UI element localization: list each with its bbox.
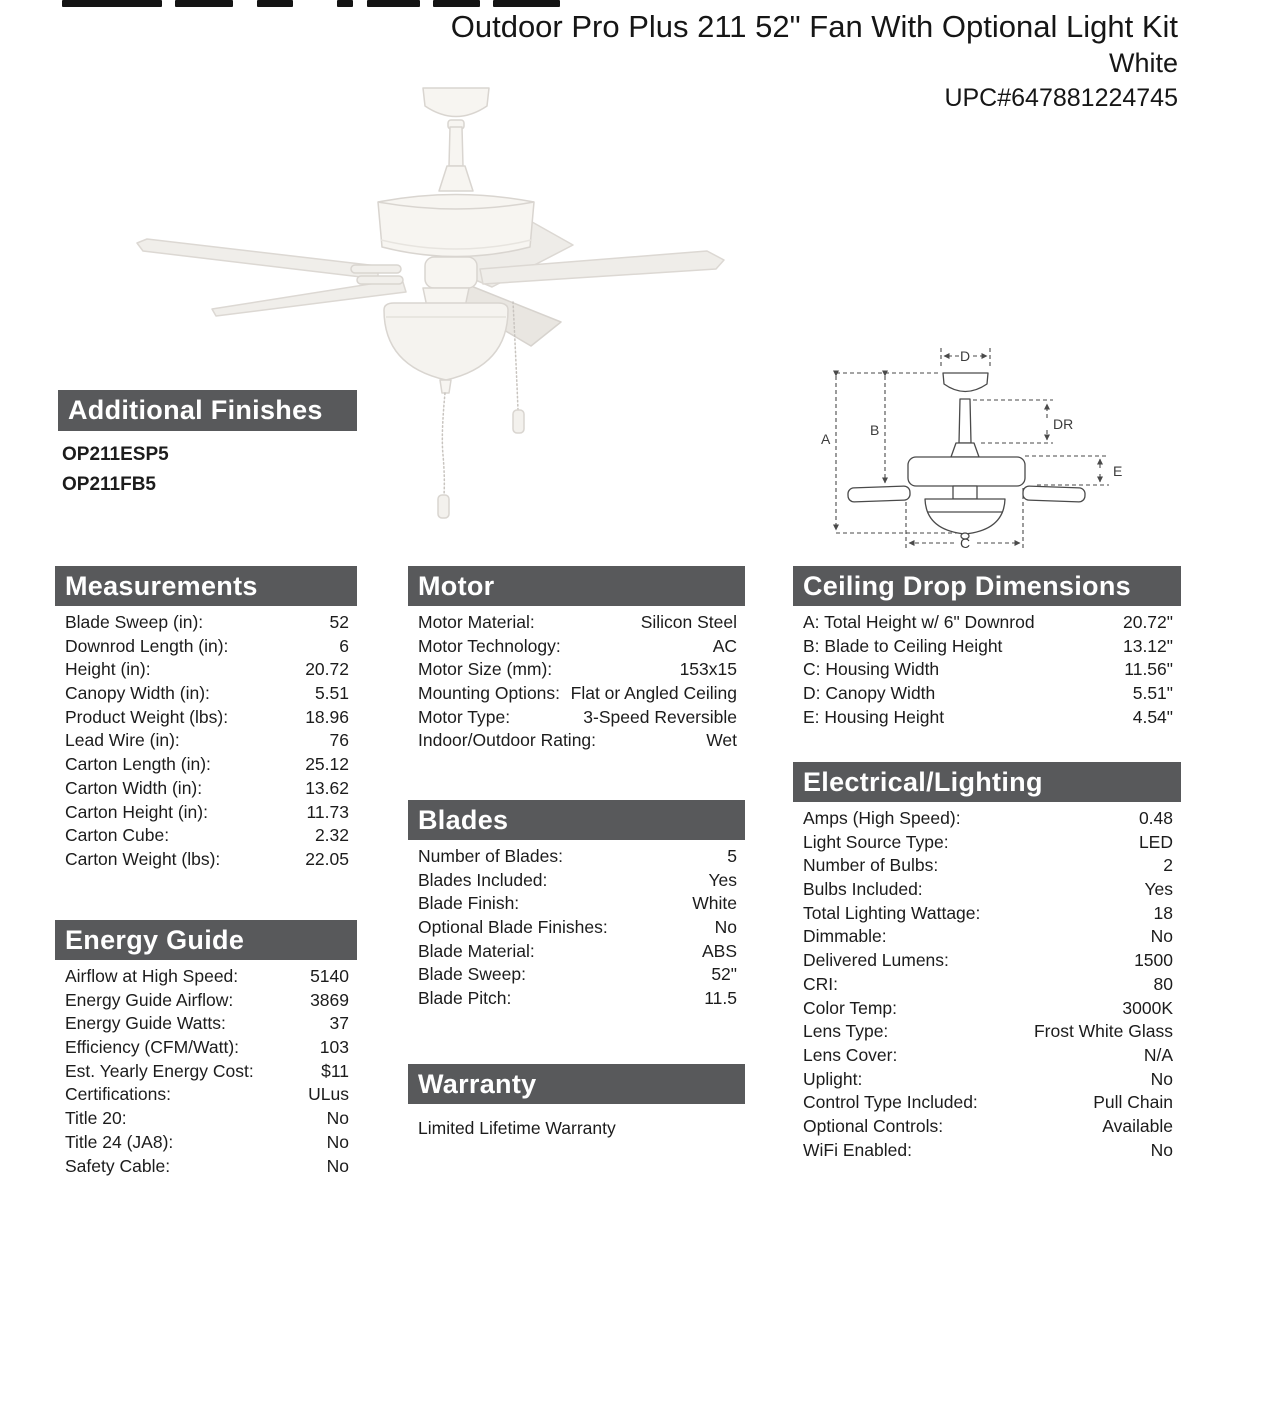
spec-label: Efficiency (CFM/Watt):: [65, 1037, 240, 1058]
spec-label: Energy Guide Airflow:: [65, 989, 234, 1010]
spec-row: [793, 611, 1181, 635]
section-warranty: [408, 1064, 745, 1140]
finish-code: OP211ESP5: [62, 444, 169, 465]
spec-value: 5: [727, 846, 737, 866]
spec-row: [793, 854, 1181, 878]
spec-row: [55, 658, 357, 682]
spec-row: [55, 1155, 357, 1179]
spec-row: [55, 801, 357, 825]
spec-row: [793, 682, 1181, 706]
spec-label: Certifications:: [65, 1084, 172, 1105]
spec-value: No: [1150, 926, 1173, 947]
electrical-rows: [793, 807, 1181, 1162]
spec-value: 153x15: [679, 659, 737, 680]
section-header-measurements: Measurements: [55, 566, 357, 606]
spec-row: [408, 682, 745, 706]
spec-label: Lens Cover:: [803, 1044, 898, 1065]
section-header-motor: Motor: [408, 566, 745, 606]
spec-value: Silicon Steel: [640, 612, 737, 632]
spec-row: [55, 989, 357, 1013]
spec-value: 80: [1153, 973, 1173, 994]
spec-row: [55, 777, 357, 801]
spec-value: 1500: [1134, 950, 1173, 971]
spec-row: [793, 1115, 1181, 1139]
spec-value: Pull Chain: [1093, 1092, 1173, 1113]
spec-row: [55, 1107, 357, 1131]
spec-value: 3-Speed Reversible: [583, 706, 737, 727]
spec-row: [793, 902, 1181, 926]
spec-row: [793, 925, 1181, 949]
spec-label: Product Weight (lbs):: [65, 706, 229, 727]
spec-label: Blade Pitch:: [418, 988, 512, 1009]
spec-label: WiFi Enabled:: [803, 1139, 912, 1160]
spec-row: [408, 845, 745, 869]
spec-row: [408, 658, 745, 682]
spec-row: [793, 973, 1181, 997]
spec-row: [793, 658, 1181, 682]
spec-label: Color Temp:: [803, 997, 898, 1018]
spec-row: [793, 1020, 1181, 1044]
pull-chain: [442, 393, 445, 495]
spec-label: D: Canopy Width: [803, 683, 936, 704]
section-measurements: [55, 566, 357, 872]
spec-value: 2: [1163, 855, 1173, 876]
spec-label: Height (in):: [65, 659, 151, 680]
energy-guide-rows: [55, 965, 357, 1178]
spec-value: No: [1150, 1068, 1173, 1089]
spec-value: LED: [1138, 831, 1173, 852]
finish-code-list: [58, 440, 357, 500]
spec-row: [55, 682, 357, 706]
spec-value: 20.72": [1122, 612, 1173, 632]
spec-label: Optional Controls:: [803, 1115, 944, 1136]
spec-row: [793, 1091, 1181, 1115]
diagram-label-d: D: [959, 348, 971, 364]
spec-label: Blade Sweep (in):: [65, 612, 204, 632]
spec-row: [408, 729, 745, 753]
spec-label: Uplight:: [803, 1068, 863, 1089]
spec-row: [408, 892, 745, 916]
spec-value: 3869: [310, 989, 349, 1010]
product-finish: White: [1108, 48, 1178, 78]
spec-label: Light Source Type:: [803, 831, 949, 852]
spec-label: Canopy Width (in):: [65, 683, 210, 704]
spec-label: Bulbs Included:: [803, 879, 923, 900]
spec-value: Yes: [708, 869, 737, 890]
spec-value: 18: [1153, 902, 1173, 923]
spec-label: Indoor/Outdoor Rating:: [418, 730, 597, 751]
spec-value: AC: [712, 635, 737, 656]
spec-label: Dimmable:: [803, 926, 887, 947]
section-header-ceiling-drop: Ceiling Drop Dimensions: [793, 566, 1181, 606]
spec-label: Lead Wire (in):: [65, 730, 180, 751]
spec-value: 18.96: [305, 706, 349, 727]
spec-row: [793, 635, 1181, 659]
spec-row: [55, 1083, 357, 1107]
spec-label: Carton Length (in):: [65, 754, 211, 775]
spec-row: [55, 753, 357, 777]
spec-label: B: Blade to Ceiling Height: [803, 635, 1003, 656]
cropped-text-fragment: [175, 0, 233, 7]
pull-chain-fob: [438, 495, 449, 518]
spec-label: C: Housing Width: [803, 659, 940, 680]
spec-value: Available: [1102, 1115, 1173, 1136]
spec-row: [793, 878, 1181, 902]
spec-value: 4.54": [1132, 706, 1173, 727]
spec-label: Optional Blade Finishes:: [418, 917, 608, 938]
blades-rows: [408, 845, 745, 1011]
spec-value: 13.12": [1122, 635, 1173, 656]
section-electrical-lighting: [793, 762, 1181, 1162]
spec-label: Mounting Options:: [418, 683, 561, 704]
spec-row: [793, 997, 1181, 1021]
spec-value: 25.12: [305, 754, 349, 775]
spec-row: [793, 949, 1181, 973]
section-header-energy-guide: Energy Guide: [55, 920, 357, 960]
spec-label: Blade Finish:: [418, 893, 520, 914]
product-title: Outdoor Pro Plus 211 52" Fan With Optional Light Kit: [450, 9, 1178, 44]
spec-value: 13.62: [305, 777, 349, 798]
spec-label: Carton Cube:: [65, 825, 170, 846]
spec-value: Wet: [706, 730, 737, 751]
motor-rows: [408, 611, 745, 753]
spec-row: [55, 848, 357, 872]
cropped-text-fragment: [257, 0, 293, 7]
section-header-blades: Blades: [408, 800, 745, 840]
spec-value: 22.05: [305, 848, 349, 869]
section-ceiling-drop-dimensions: [793, 566, 1181, 729]
warranty-note: Limited Lifetime Warranty: [418, 1118, 616, 1138]
spec-row: [408, 635, 745, 659]
spec-label: Safety Cable:: [65, 1155, 171, 1176]
spec-label: Carton Height (in):: [65, 801, 208, 822]
spec-row: [55, 1060, 357, 1084]
finish-code: OP211FB5: [62, 474, 156, 495]
spec-row: [793, 706, 1181, 730]
spec-label: Number of Blades:: [418, 846, 563, 866]
spec-row: [793, 1068, 1181, 1092]
spec-row: [793, 1139, 1181, 1163]
spec-row: [55, 1131, 357, 1155]
spec-value: White: [692, 893, 737, 914]
spec-row: [793, 1044, 1181, 1068]
ceiling-drop-rows: [793, 611, 1181, 729]
fan-canopy: [423, 88, 489, 117]
spec-value: 5140: [310, 966, 349, 986]
spec-label: Blade Material:: [418, 940, 535, 961]
measurements-rows: [55, 611, 357, 872]
spec-row: [55, 635, 357, 659]
spec-label: Total Lighting Wattage:: [803, 902, 981, 923]
spec-label: Energy Guide Watts:: [65, 1013, 226, 1034]
spec-value: 52: [329, 612, 349, 632]
spec-label: Downrod Length (in):: [65, 635, 229, 656]
spec-label: Amps (High Speed):: [803, 808, 961, 828]
spec-label: Number of Bulbs:: [803, 855, 939, 876]
spec-value: 2.32: [314, 825, 349, 846]
spec-value: No: [326, 1155, 349, 1176]
spec-value: 103: [319, 1037, 349, 1058]
spec-value: ULus: [308, 1084, 349, 1105]
spec-value: 11.5: [704, 988, 737, 1009]
cropped-text-fragment: [367, 0, 420, 7]
spec-value: No: [1150, 1139, 1173, 1160]
spec-label: Blade Sweep:: [418, 964, 526, 985]
spec-row: [408, 869, 745, 893]
diagram-label-a: A: [821, 431, 831, 447]
spec-row: [408, 706, 745, 730]
fan-motor-housing: [378, 195, 534, 257]
spec-value: 11.73: [306, 801, 349, 822]
spec-row: [55, 1012, 357, 1036]
diagram-label-e: E: [1113, 463, 1123, 479]
spec-label: Carton Width (in):: [65, 777, 203, 798]
spec-value: N/A: [1143, 1044, 1173, 1065]
spec-value: 20.72: [305, 659, 349, 680]
section-header-additional-finishes: Additional Finishes: [58, 390, 357, 431]
diagram-label-c: C: [959, 535, 971, 551]
spec-value: No: [326, 1131, 349, 1152]
spec-label: Title 20:: [65, 1108, 127, 1129]
cropped-text-fragment: [62, 0, 162, 7]
fan-light-bowl: [384, 303, 508, 380]
spec-row: [55, 1036, 357, 1060]
section-motor: [408, 566, 745, 753]
spec-row: [55, 706, 357, 730]
spec-label: Motor Material:: [418, 612, 535, 632]
spec-value: 0.48: [1138, 808, 1173, 828]
spec-row: [55, 729, 357, 753]
spec-row: [55, 965, 357, 989]
spec-label: Carton Weight (lbs):: [65, 848, 221, 869]
pull-chain-fob: [513, 410, 524, 433]
spec-value: Flat or Angled Ceiling: [570, 683, 737, 704]
section-header-warranty: Warranty: [408, 1064, 745, 1104]
spec-value: 6: [339, 635, 349, 656]
spec-label: Motor Size (mm):: [418, 659, 553, 680]
spec-label: Blades Included:: [418, 869, 548, 890]
spec-label: Control Type Included:: [803, 1092, 978, 1113]
product-upc: UPC#647881224745: [944, 84, 1178, 112]
diagram-label-dr: DR: [1053, 416, 1074, 432]
spec-value: No: [714, 917, 737, 938]
spec-value: $11: [321, 1060, 349, 1081]
spec-row: [55, 611, 357, 635]
spec-value: 11.56": [1124, 659, 1173, 680]
ceiling-drop-diagram: [813, 340, 1143, 555]
spec-row: [408, 611, 745, 635]
cropped-text-fragment: [337, 0, 353, 7]
spec-value: 37: [329, 1013, 349, 1034]
spec-value: 5.51": [1132, 683, 1173, 704]
spec-row: [408, 963, 745, 987]
spec-label: Delivered Lumens:: [803, 950, 949, 971]
spec-label: Lens Type:: [803, 1021, 889, 1042]
section-additional-finishes: [58, 390, 357, 500]
cropped-text-fragment: [493, 0, 560, 7]
cropped-text-fragment: [433, 0, 480, 7]
spec-value: Yes: [1144, 879, 1173, 900]
section-blades: [408, 800, 745, 1011]
spec-label: Title 24 (JA8):: [65, 1131, 174, 1152]
section-header-electrical-lighting: Electrical/Lighting: [793, 762, 1181, 802]
spec-label: CRI:: [803, 973, 838, 994]
spec-row: [55, 824, 357, 848]
spec-label: Motor Type:: [418, 706, 511, 727]
spec-value: 52": [711, 964, 737, 985]
spec-label: Est. Yearly Energy Cost:: [65, 1060, 254, 1081]
spec-value: 3000K: [1122, 997, 1173, 1018]
spec-row: [408, 916, 745, 940]
spec-row: [793, 807, 1181, 831]
fan-blade: [137, 239, 378, 279]
spec-value: No: [326, 1108, 349, 1129]
spec-value: 5.51: [314, 683, 349, 704]
diagram-label-b: B: [870, 422, 880, 438]
spec-value: 76: [329, 730, 349, 751]
spec-row: [408, 940, 745, 964]
spec-label: Airflow at High Speed:: [65, 966, 239, 986]
spec-value: Frost White Glass: [1033, 1021, 1173, 1042]
spec-label: E: Housing Height: [803, 706, 945, 727]
spec-label: Motor Technology:: [418, 635, 561, 656]
spec-value: ABS: [701, 940, 737, 961]
spec-row: [793, 831, 1181, 855]
spec-row: [408, 987, 745, 1011]
spec-label: A: Total Height w/ 6" Downrod: [803, 612, 1035, 632]
section-energy-guide: [55, 920, 357, 1178]
